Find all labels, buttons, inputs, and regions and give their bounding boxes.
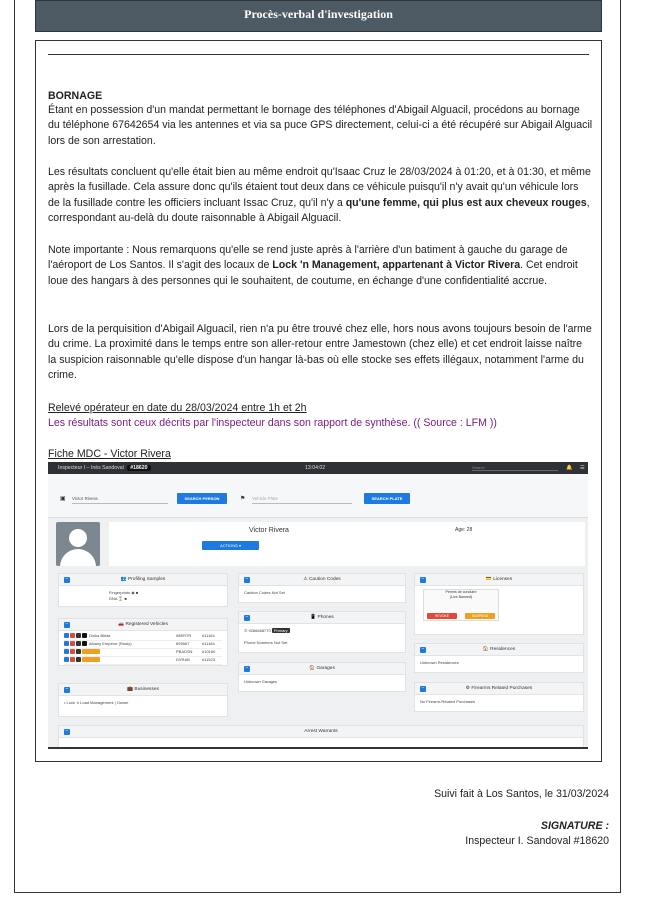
paragraph-4: Lors de la perquisition d'Abigail Alguacil, rien n'a pu être trouvé chez elle, hors nous avons toujours besoin de l'arme du crime. La proximité dans le temps entre son aller-retour entre Jamestown (chez elle) et cet endroit laisse naître la suspicion raisonnable qu'elle dispose d'un hangar là-bas où elle stocke ses effets illégaux, notamment l'arme du crime. xyxy=(48,323,592,382)
collapse-button[interactable]: − xyxy=(65,728,69,734)
actions-button[interactable]: ACTIONS ▾ xyxy=(202,541,259,550)
place-date: Suivi fait à Los Santos, le 31/03/2024 xyxy=(434,788,609,800)
operator-report-title: Relevé opérateur en date du 28/03/2024 entre 1h et 2h xyxy=(48,402,307,414)
operator-report-note: Les résultats sont ceux décrits par l'inspecteur dans son rapport de synthèse. (( Source : LFM )) xyxy=(48,417,497,429)
identity-card xyxy=(109,522,585,566)
mdc-screenshot xyxy=(48,462,588,749)
panel-profiling: − 👥 Profiling Samples Fingerprints ◉ ■ DNA ⌛ ■ xyxy=(58,573,228,607)
search-bar xyxy=(48,474,588,518)
vehicle-row[interactable]: PBADSN #10180 xyxy=(64,649,222,657)
collapse-button[interactable]: − xyxy=(65,686,69,692)
panel-businesses: − 💼 Businesses • Lock 'n Load Management | Owner xyxy=(58,683,228,717)
report-box xyxy=(35,40,602,762)
panel-firearms: − ⚙ Firearms Related Purchases No Firearm-Related Purchases xyxy=(414,682,584,712)
collapse-button[interactable]: − xyxy=(421,646,425,652)
clock: 13:04:02 xyxy=(305,465,326,471)
menu-icon[interactable]: ☰ xyxy=(580,465,585,471)
collapse-button[interactable]: − xyxy=(65,621,69,627)
section-title: BORNAGE xyxy=(48,90,103,102)
search-person-button[interactable]: SEARCH PERSON xyxy=(177,493,227,504)
panel-vehicles: − 🚗 Registered Vehicles Dinka Blista 08ERTR #11164 Albany Emperor (Rusty) 895567 #11184 PBADSN #10180 DVRAB #11523 xyxy=(58,618,228,666)
mdc-search-input[interactable]: Search xyxy=(472,465,558,471)
signature-name: Inspecteur I. Sandoval #18620 xyxy=(465,835,609,847)
plate-search-field[interactable]: Vehicle Plate xyxy=(252,494,352,504)
collapse-button[interactable]: − xyxy=(421,576,425,582)
license-card: Permis de conduire (Live Banned) REVOKE SUSPEND xyxy=(423,589,499,621)
collapse-button[interactable]: − xyxy=(421,685,425,691)
mdc-topbar: Inspecteur I – Inès Sandoval #18620 13:04:02 Search 🔔 ☰ xyxy=(48,462,588,474)
vehicle-row[interactable]: DVRAB #11523 xyxy=(64,657,222,665)
panel-residences: − 🏠 Residences Unknown Residences xyxy=(414,643,584,673)
search-plate-button[interactable]: SEARCH PLATE xyxy=(364,493,410,504)
signature-label: SIGNATURE : xyxy=(540,820,609,832)
suspend-button[interactable]: SUSPEND xyxy=(465,613,495,619)
panel-licenses: − 💳 Licenses Permis de conduire (Live Banned) REVOKE SUSPEND xyxy=(414,573,584,635)
tag-icon: ⚑ xyxy=(240,496,246,502)
divider xyxy=(48,54,589,55)
revoke-button[interactable]: REVOKE xyxy=(427,613,457,619)
bell-icon[interactable]: 🔔 xyxy=(566,465,573,471)
person-age: Age: 28 xyxy=(455,527,473,533)
document-header: Procès-verbal d'investigation xyxy=(35,0,602,32)
panel-phones: − 📱 Phones ✆ 9286668770 Primary Phone Numbers Not Set xyxy=(238,611,406,653)
collapse-button[interactable]: − xyxy=(245,576,249,582)
collapse-button[interactable]: − xyxy=(245,614,249,620)
person-name: Victor Rivera xyxy=(249,527,289,534)
collapse-button[interactable]: − xyxy=(245,665,249,671)
collapse-button[interactable]: − xyxy=(65,576,69,582)
mdc-sheet-title: Fiche MDC - Victor Rivera xyxy=(48,448,171,460)
panel-caution: − ⚠ Caution Codes Caution Codes Not Set xyxy=(238,573,406,603)
paragraph-3: Note importante : Nous remarquons qu'elle se rend juste après à l'arrière d'un batiment à gauche du garage de l'aéroport de Los Santos. Il s'agit des locaux de Lock 'n Management, appartenant à Victor Rivera. Cet endroit loue des hangars à des personnes qui le souhaitent, de coutume, en échange d'une confidentialité accrue. xyxy=(48,244,578,287)
paragraph-1: Étant en possession d'un mandat permettant le bornage des téléphones d'Abigail Alguacil, procédons au bornage du téléphone 67642654 via les antennes et via sa puce GPS directement, celui-ci a été récupéré sur Abigail Alguacil lors de son arrestation. xyxy=(48,104,593,147)
vehicle-row[interactable]: Dinka Blista 08ERTR #11164 xyxy=(64,633,222,641)
paragraph-2: Les résultats concluent qu'elle était bien au même endroit qu'Isaac Cruz le 28/03/2024 à 01:20, et à 01:30, et même après la fusillade. Cela assure donc qu'ils étaient tout deux dans ce véhicule puisqu'il n'y avait qu'un véhicule lors de la fusillade contre les officiers incluant Issac Cruz, qu'il n'y a qu'une femme, qui plus est aux cheveux rouges, correspondant au-delà du doute raisonnable à Abigail Alguacil. xyxy=(48,166,591,225)
panel-garages: − 🏠 Garages Unknown Garages xyxy=(238,662,406,692)
id-card-icon: ▣ xyxy=(60,496,66,502)
person-search-field[interactable]: Victor Rivera xyxy=(72,494,168,504)
badge-number: #18620 xyxy=(127,465,150,471)
panel-warrants: − Arrest Warrants xyxy=(58,725,584,749)
avatar xyxy=(56,522,100,566)
vehicle-row[interactable]: Albany Emperor (Rusty) 895567 #11184 xyxy=(64,641,222,649)
